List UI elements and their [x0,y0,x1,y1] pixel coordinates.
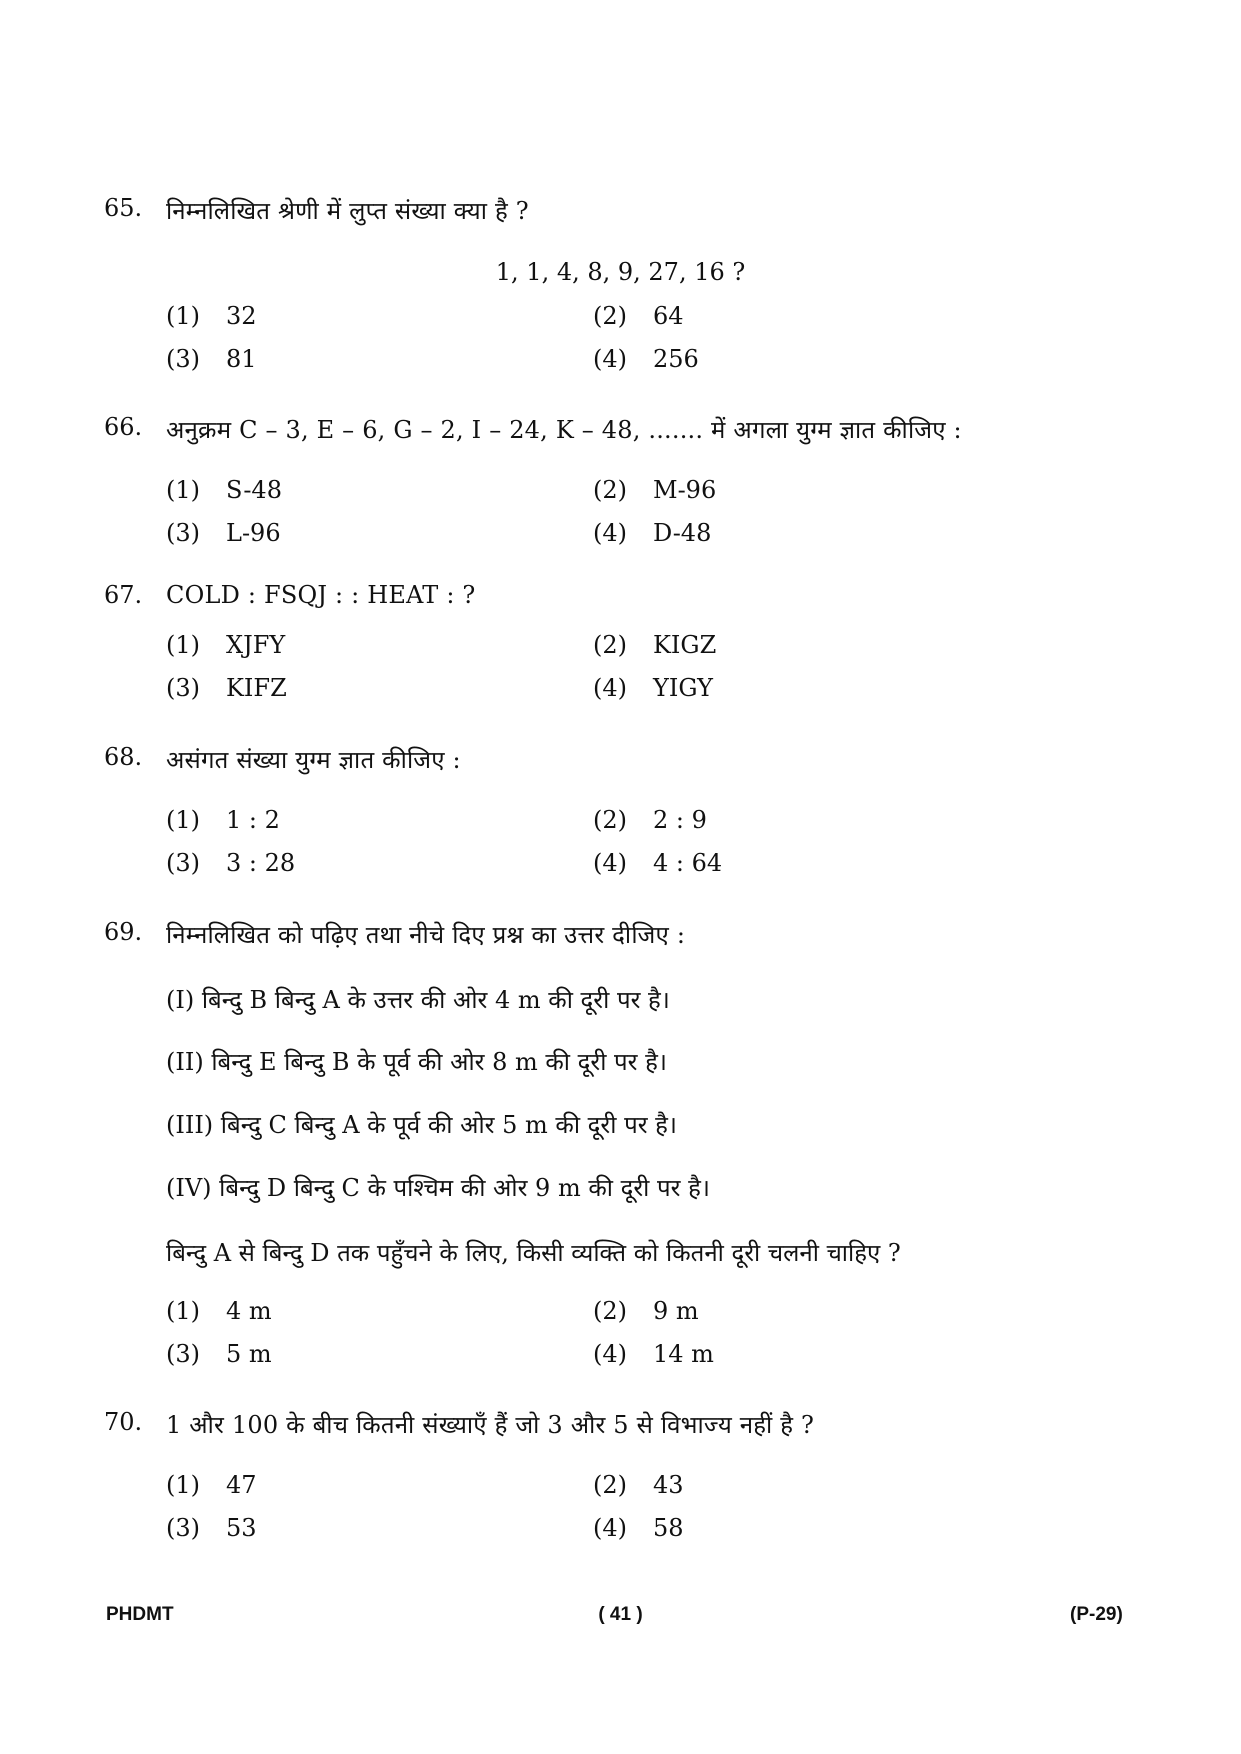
question-number: 70. [104,1408,143,1436]
statement-1: (I) बिन्दु B बिन्दु A के उत्तर की ओर 4 m की दूरी पर है। [166,986,670,1014]
number-series: 1, 1, 4, 8, 9, 27, 16 ? [495,258,746,286]
option-2: (2) 9 m [593,1297,699,1325]
option-2: (2) KIGZ [593,631,717,659]
option-1: (1) 32 [166,302,257,330]
paper-code: (P-29) [1070,1604,1123,1625]
question-text: COLD : FSQJ : : HEAT : ? [166,581,476,609]
statement-3: (III) बिन्दु C बिन्दु A के पूर्व की ओर 5 m की दूरी पर है। [166,1111,677,1139]
option-1: (1) 47 [166,1471,257,1499]
question-text: निम्नलिखित श्रेणी में लुप्त संख्या क्या है ? [166,197,529,225]
option-4: (4) 256 [593,345,699,373]
statement-2: (II) बिन्दु E बिन्दु B के पूर्व की ओर 8 m की दूरी पर है। [166,1048,667,1076]
option-1: (1) S-48 [166,476,282,504]
question-text: निम्नलिखित को पढ़िए तथा नीचे दिए प्रश्न का उत्तर दीजिए : [166,921,686,949]
option-1: (1) 1 : 2 [166,806,280,834]
option-3: (3) 81 [166,345,257,373]
option-2: (2) 2 : 9 [593,806,707,834]
option-1: (1) 4 m [166,1297,272,1325]
question-number: 67. [104,581,143,609]
option-4: (4) 4 : 64 [593,849,723,877]
option-4: (4) 14 m [593,1340,714,1368]
statement-4: (IV) बिन्दु D बिन्दु C के पश्चिम की ओर 9 m की दूरी पर है। [166,1174,710,1202]
question-text: असंगत संख्या युग्म ज्ञात कीजिए : [166,746,461,774]
option-3: (3) 53 [166,1514,257,1542]
option-2: (2) 43 [593,1471,684,1499]
page-number: ( 41 ) [598,1604,643,1625]
option-1: (1) XJFY [166,631,286,659]
option-3: (3) L-96 [166,519,281,547]
option-3: (3) 5 m [166,1340,272,1368]
footer-code: PHDMT [106,1604,174,1625]
question-text: 1 और 100 के बीच कितनी संख्याएँ हैं जो 3 और 5 से विभाज्य नहीं है ? [166,1411,815,1439]
question-text: अनुक्रम C – 3, E – 6, G – 2, I – 24, K – 48, ....... में अगला युग्म ज्ञात कीजिए : [166,416,962,444]
option-3: (3) 3 : 28 [166,849,296,877]
option-3: (3) KIFZ [166,674,287,702]
option-4: (4) 58 [593,1514,684,1542]
question-number: 69. [104,918,143,946]
option-4: (4) D-48 [593,519,712,547]
question-number: 66. [104,413,143,441]
question-number: 68. [104,743,143,771]
sub-question: बिन्दु A से बिन्दु D तक पहुँचने के लिए, किसी व्यक्ति को कितनी दूरी चलनी चाहिए ? [166,1239,901,1267]
option-4: (4) YIGY [593,674,713,702]
option-2: (2) 64 [593,302,684,330]
question-number: 65. [104,194,143,222]
option-2: (2) M-96 [593,476,717,504]
